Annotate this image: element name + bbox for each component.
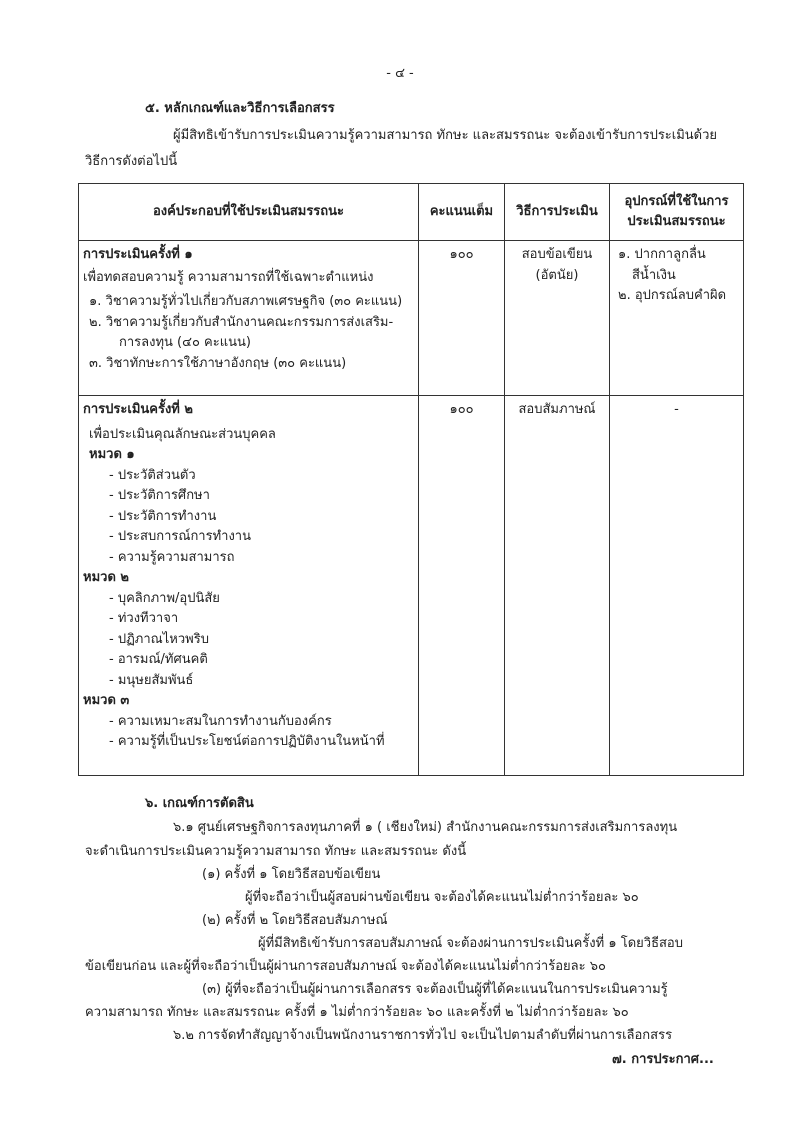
row1-full-score: ๑๐๐ <box>419 241 505 396</box>
row2-equipment: - <box>610 396 744 776</box>
table-row <box>79 241 744 396</box>
row1-equipment: ๑. ปากกาลูกลื่น สีน้ำเงิน ๒. อุปกรณ์ลบคำผิด <box>610 241 744 396</box>
table-row <box>79 396 744 776</box>
category-item: - มนุษยสัมพันธ์ <box>109 672 194 688</box>
section6-item2-title: (๒) ครั้งที่ ๒ โดยวิธีสอบสัมภาษณ์ <box>202 913 388 928</box>
category-item: - ความรู้ความสามารถ <box>109 549 235 565</box>
header-component: องค์ประกอบที่ใช้ประเมินสมรรถนะ <box>79 184 419 241</box>
row2-method: สอบสัมภาษณ์ <box>505 396 610 776</box>
section6-item1-title: (๑) ครั้งที่ ๑ โดยวิธีสอบข้อเขียน <box>202 867 381 882</box>
category-title: หมวด ๒ <box>83 570 129 585</box>
row2-purpose: เพื่อประเมินคุณลักษณะส่วนบุคคล <box>89 426 276 442</box>
section5-heading: ๕. หลักเกณฑ์และวิธีการเลือกสรร <box>145 101 335 116</box>
category-item: - ปฏิภาณไหวพริบ <box>109 631 209 647</box>
section6-p61-line1: ๖.๑ ศูนย์เศรษฐกิจการลงทุนภาคที่ ๑ ( เชียงใหม่) สำนักงานคณะกรรมการส่งเสริมการลงทุน <box>173 820 678 835</box>
category-item: - ประวัติส่วนตัว <box>109 467 196 483</box>
section6-item3-line2: ความสามารถ ทักษะ และสมรรถนะ ครั้งที่ ๑ ไม่ต่ำกว่าร้อยละ ๖๐ และครั้งที่ ๒ ไม่ต่ำกว่าร้อยละ ๖๐ <box>85 1005 629 1020</box>
page-number: - ๔ - <box>386 66 414 81</box>
header-method: วิธีการประเมิน <box>505 184 610 241</box>
section5-intro-line1: ผู้มีสิทธิเข้ารับการประเมินความรู้ความสามารถ ทักษะ และสมรรถนะ จะต้องเข้ารับการประเมินด้วย <box>173 128 718 143</box>
category-item: - บุคลิกภาพ/อุปนิสัย <box>109 590 220 606</box>
category-item: - อารมณ์/ทัศนคติ <box>109 652 208 667</box>
section6-item2-text-line2: ข้อเขียนก่อน และผู้ที่จะถือว่าเป็นผู้ผ่านการสอบสัมภาษณ์ จะต้องได้คะแนนไม่ต่ำกว่าร้อยละ ๖๐ <box>85 959 606 974</box>
table-header-row <box>79 184 744 241</box>
row2-component <box>79 396 419 776</box>
section6-item2-text-line1: ผู้ที่มีสิทธิเข้ารับการสอบสัมภาษณ์ จะต้องผ่านการประเมินครั้งที่ ๑ โดยวิธีสอบ <box>258 936 683 951</box>
header-equipment: อุปกรณ์ที่ใช้ในการ ประเมินสมรรถนะ <box>610 184 744 241</box>
row1-item: ๓. วิชาทักษะการใช้ภาษาอังกฤษ (๓๐ คะแนน) <box>89 355 347 371</box>
section6-p61-line2: จะดำเนินการประเมินความรู้ความสามารถ ทักษะ และสมรรถนะ ดังนี้ <box>85 844 467 859</box>
row1-purpose: เพื่อทดสอบความรู้ ความสามารถที่ใช้เฉพาะตำแหน่ง <box>83 269 374 285</box>
category-item: - ความรู้ที่เป็นประโยชน์ต่อการปฏิบัติงานในหน้าที่ <box>109 734 385 749</box>
category-item: - ท่วงทีวาจา <box>109 611 179 626</box>
continuation-marker: ๗. การประกาศ... <box>612 1052 714 1067</box>
section6-item1-text: ผู้ที่จะถือว่าเป็นผู้สอบผ่านข้อเขียน จะต้องได้คะแนนไม่ต่ำกว่าร้อยละ ๖๐ <box>245 890 639 905</box>
row1-component <box>79 241 419 396</box>
category-item: - ประวัติการทำงาน <box>109 508 217 524</box>
row1-item: ๑. วิชาความรู้ทั่วไปเกี่ยวกับสภาพเศรษฐกิจ (๓๐ คะแนน) <box>89 294 403 309</box>
category-title: หมวด ๓ <box>83 693 130 708</box>
header-full-score: คะแนนเต็ม <box>419 184 505 241</box>
evaluation-table <box>78 183 744 776</box>
row1-method: สอบข้อเขียน (อัตนัย) <box>505 241 610 396</box>
section5-intro-line2: วิธีการดังต่อไปนี้ <box>85 154 178 169</box>
category-item: - ความเหมาะสมในการทำงานกับองค์กร <box>109 713 332 729</box>
category-item: - ประสบการณ์การทำงาน <box>109 529 251 544</box>
row2-full-score: ๑๐๐ <box>419 396 505 776</box>
row2-title: การประเมินครั้งที่ ๒ <box>83 402 193 417</box>
section6-item3-line1: (๓) ผู้ที่จะถือว่าเป็นผู้ผ่านการเลือกสรร จะต้องเป็นผู้ที่ได้คะแนนในการประเมินความรู้ <box>202 982 668 997</box>
row1-item: การลงทุน (๔๐ คะแนน) <box>119 335 251 350</box>
section6-heading: ๖. เกณฑ์การตัดสิน <box>145 796 254 811</box>
category-title: หมวด ๑ <box>89 447 135 462</box>
row1-item: ๒. วิชาความรู้เกี่ยวกับสำนักงานคณะกรรมการส่งเสริม- <box>89 314 394 330</box>
category-item: - ประวัติการศึกษา <box>109 488 210 503</box>
row1-title: การประเมินครั้งที่ ๑ <box>83 247 193 262</box>
section6-p62: ๖.๒ การจัดทำสัญญาจ้างเป็นพนักงานราชการทั่วไป จะเป็นไปตามลำดับที่ผ่านการเลือกสรร <box>173 1028 673 1043</box>
